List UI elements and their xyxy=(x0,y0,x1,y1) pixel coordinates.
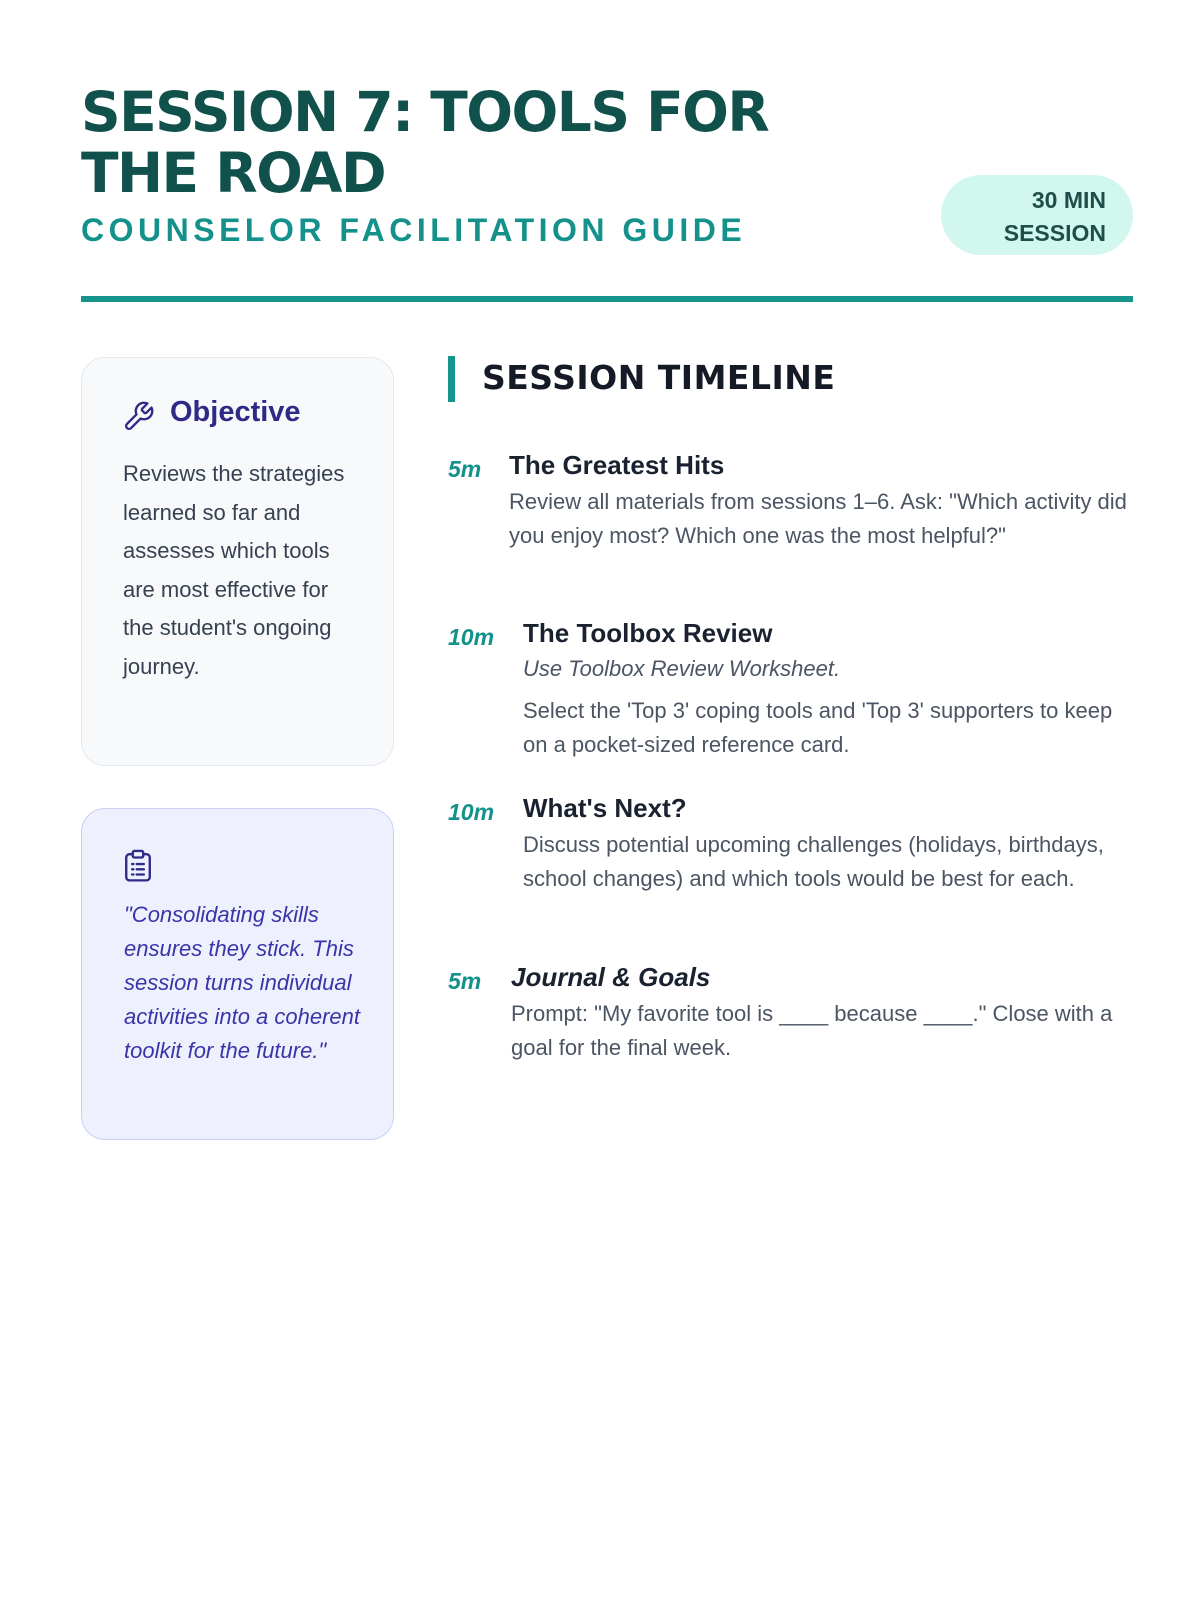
rationale-quote: "Consolidating skills ensures they stick. This session turns individual activities into a coherent toolkit for the future." xyxy=(124,902,361,1063)
objective-heading: Objective xyxy=(170,396,301,428)
duration-badge-line1: 30 MIN xyxy=(1031,187,1106,213)
page-title: SESSION 7: TOOLS FOR THE ROAD xyxy=(81,80,769,205)
duration-badge-line2: SESSION xyxy=(1003,220,1106,246)
timeline-item-body xyxy=(511,962,1128,1065)
timeline-item-note: Use Toolbox Review Worksheet. xyxy=(523,656,841,681)
timeline-item-title: The Toolbox Review xyxy=(523,618,773,648)
page-subtitle: COUNSELOR FACILITATION GUIDE xyxy=(81,212,747,248)
timeline-item-description: Select the 'Top 3' coping tools and 'Top 3' supporters to keep on a pocket-sized reference card. xyxy=(523,698,1113,757)
clipboard-list-icon xyxy=(123,849,153,883)
timeline-item-body xyxy=(509,450,1128,553)
timeline-item-title: What's Next? xyxy=(523,793,687,823)
wrench-icon xyxy=(122,400,155,433)
timeline-item-description: Discuss potential upcoming challenges (holidays, birthdays, school changes) and which tools would be best for each. xyxy=(523,832,1104,891)
page-header xyxy=(81,82,1133,302)
timeline-item-time: 10m xyxy=(448,799,495,825)
timeline-item xyxy=(448,450,1128,580)
timeline-item-description: Review all materials from sessions 1–6. Ask: "Which activity did you enjoy most? Which one was the most helpful?" xyxy=(509,489,1127,548)
timeline-item xyxy=(448,793,1128,923)
objective-text: Reviews the strategies learned so far and assesses which tools are most effective for the student's ongoing journey. xyxy=(123,461,345,679)
timeline-item xyxy=(448,962,1128,1062)
timeline-item-time: 5m xyxy=(448,968,482,994)
timeline-accent-bar xyxy=(448,356,455,402)
timeline-item-time: 5m xyxy=(448,456,482,482)
objective-card xyxy=(81,357,394,766)
timeline-item xyxy=(448,618,1128,758)
header-divider xyxy=(81,296,1133,302)
rationale-quote-card xyxy=(81,808,394,1140)
timeline-item-title: The Greatest Hits xyxy=(509,450,725,480)
timeline-item-title: Journal & Goals xyxy=(511,962,711,992)
timeline-item-body xyxy=(523,618,1128,762)
duration-badge xyxy=(941,175,1133,255)
timeline-item-body xyxy=(523,793,1128,896)
timeline-heading: SESSION TIMELINE xyxy=(482,358,836,397)
timeline-item-description: Prompt: "My favorite tool is ____ because ____." Close with a goal for the final week. xyxy=(511,1001,1113,1060)
timeline-item-time: 10m xyxy=(448,624,495,650)
